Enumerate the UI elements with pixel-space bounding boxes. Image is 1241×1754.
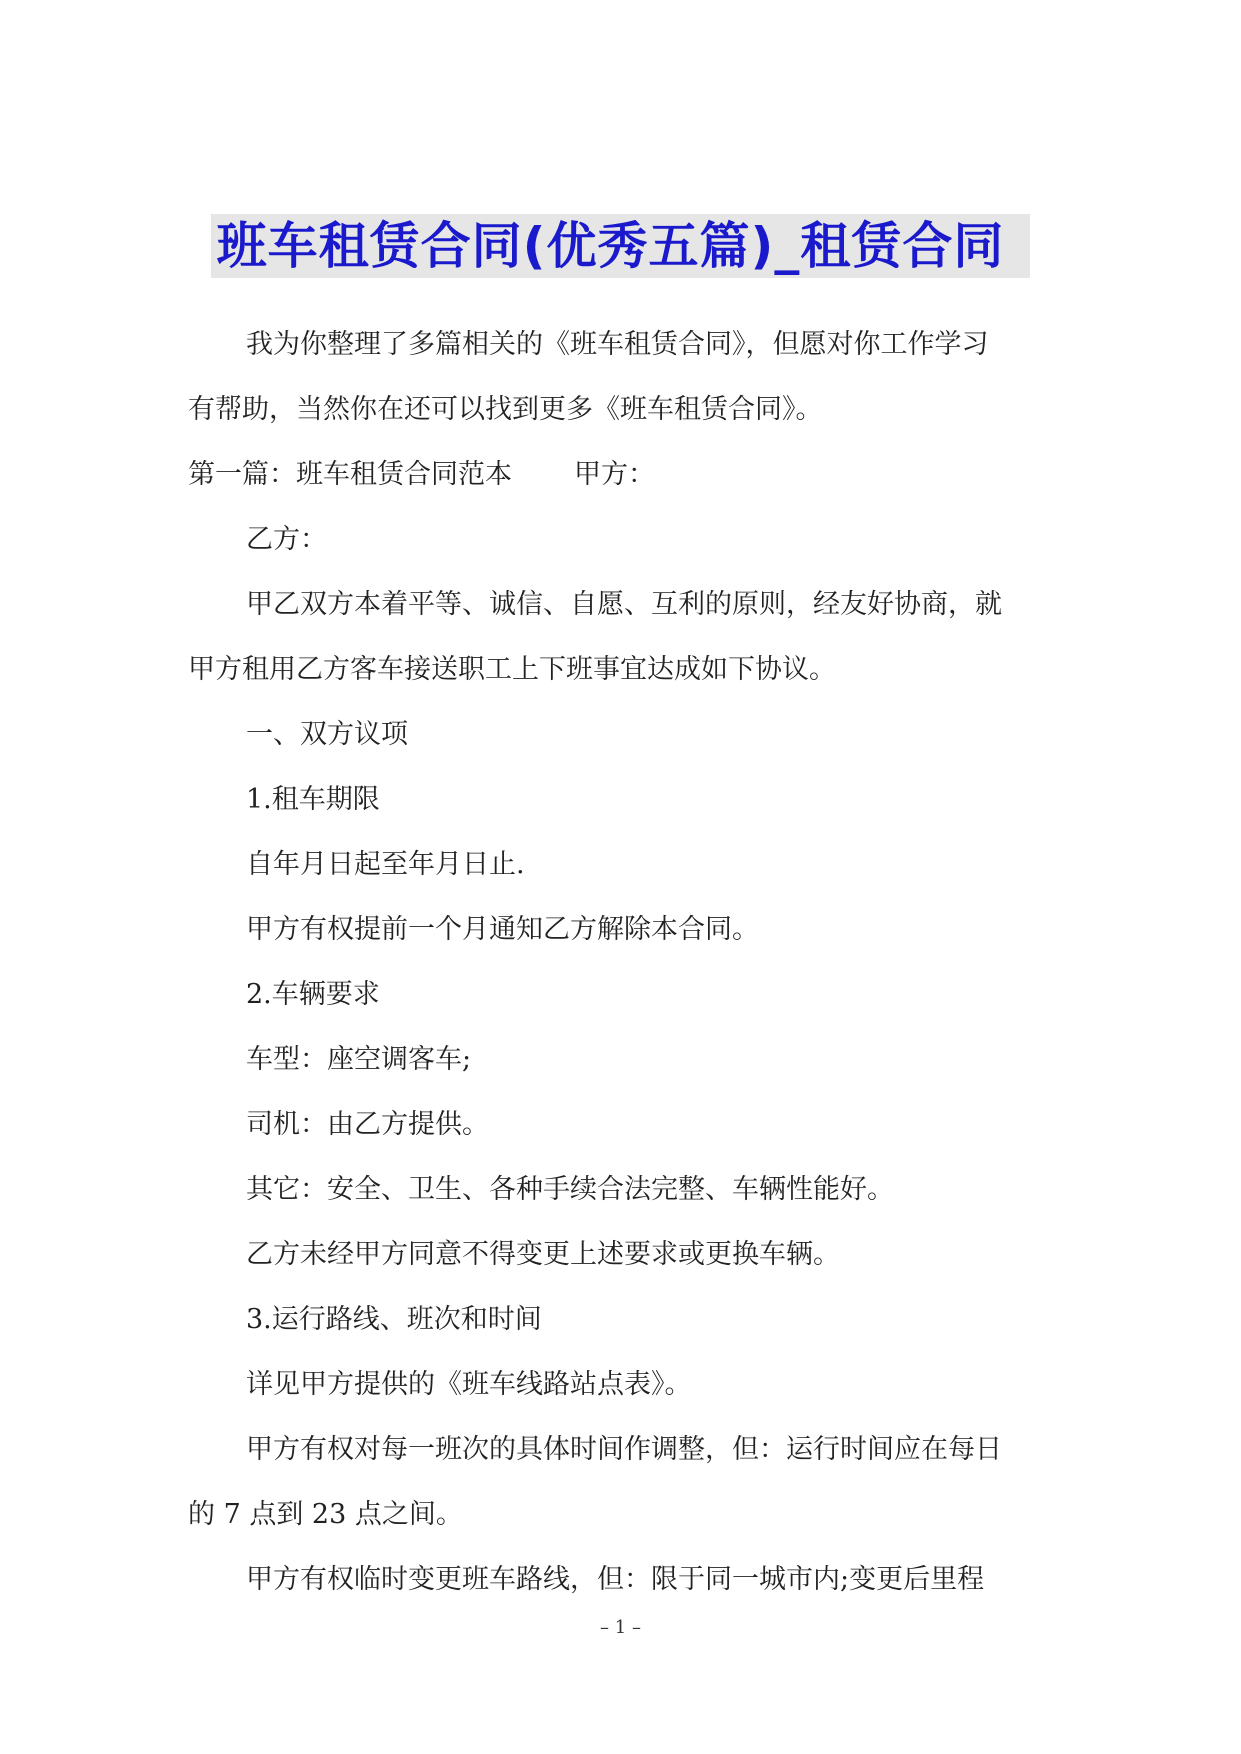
paragraph: 有帮助，当然你在还可以找到更多《班车租赁合同》。 — [188, 394, 823, 425]
paragraph: 甲方租用乙方客车接送职工上下班事宜达成如下协议。 — [188, 654, 836, 685]
paragraph: 乙方： — [246, 524, 327, 555]
paragraph: 甲方有权临时变更班车路线，但：限于同一城市内;变更后里程 — [246, 1564, 985, 1595]
document-body — [188, 312, 1068, 1612]
paragraph: 乙方未经甲方同意不得变更上述要求或更换车辆。 — [246, 1239, 840, 1270]
paragraph: 2.车辆要求 — [246, 979, 380, 1010]
paragraph: 1.租车期限 — [246, 784, 380, 815]
party-a-label: 甲方： — [574, 459, 655, 490]
paragraph: 车型：座空调客车; — [246, 1044, 472, 1075]
paragraph-section-heading — [188, 442, 1068, 507]
paragraph: 其它：安全、卫生、各种手续合法完整、车辆性能好。 — [246, 1174, 894, 1205]
paragraph: 3.运行路线、班次和时间 — [246, 1304, 542, 1335]
paragraph: 一、双方议项 — [246, 719, 408, 750]
page-number: – 1 – — [600, 1617, 641, 1638]
paragraph: 甲乙双方本着平等、诚信、自愿、互利的原则，经友好协商，就 — [246, 589, 1002, 620]
paragraph: 的 7 点到 23 点之间。 — [188, 1499, 463, 1530]
paragraph: 甲方有权对每一班次的具体时间作调整，但：运行时间应在每日 — [246, 1434, 1002, 1465]
paragraph: 我为你整理了多篇相关的《班车租赁合同》，但愿对你工作学习 — [246, 329, 989, 360]
section-title: 第一篇：班车租赁合同范本 — [188, 459, 512, 490]
paragraph: 自年月日起至年月日止. — [246, 849, 525, 880]
paragraph: 详见甲方提供的《班车线路站点表》。 — [246, 1369, 692, 1400]
title-area — [0, 214, 1241, 278]
paragraph: 司机：由乙方提供。 — [246, 1109, 489, 1140]
paragraph: 甲方有权提前一个月通知乙方解除本合同。 — [246, 914, 759, 945]
document-title: 班车租赁合同(优秀五篇)_租赁合同 — [211, 214, 1031, 278]
